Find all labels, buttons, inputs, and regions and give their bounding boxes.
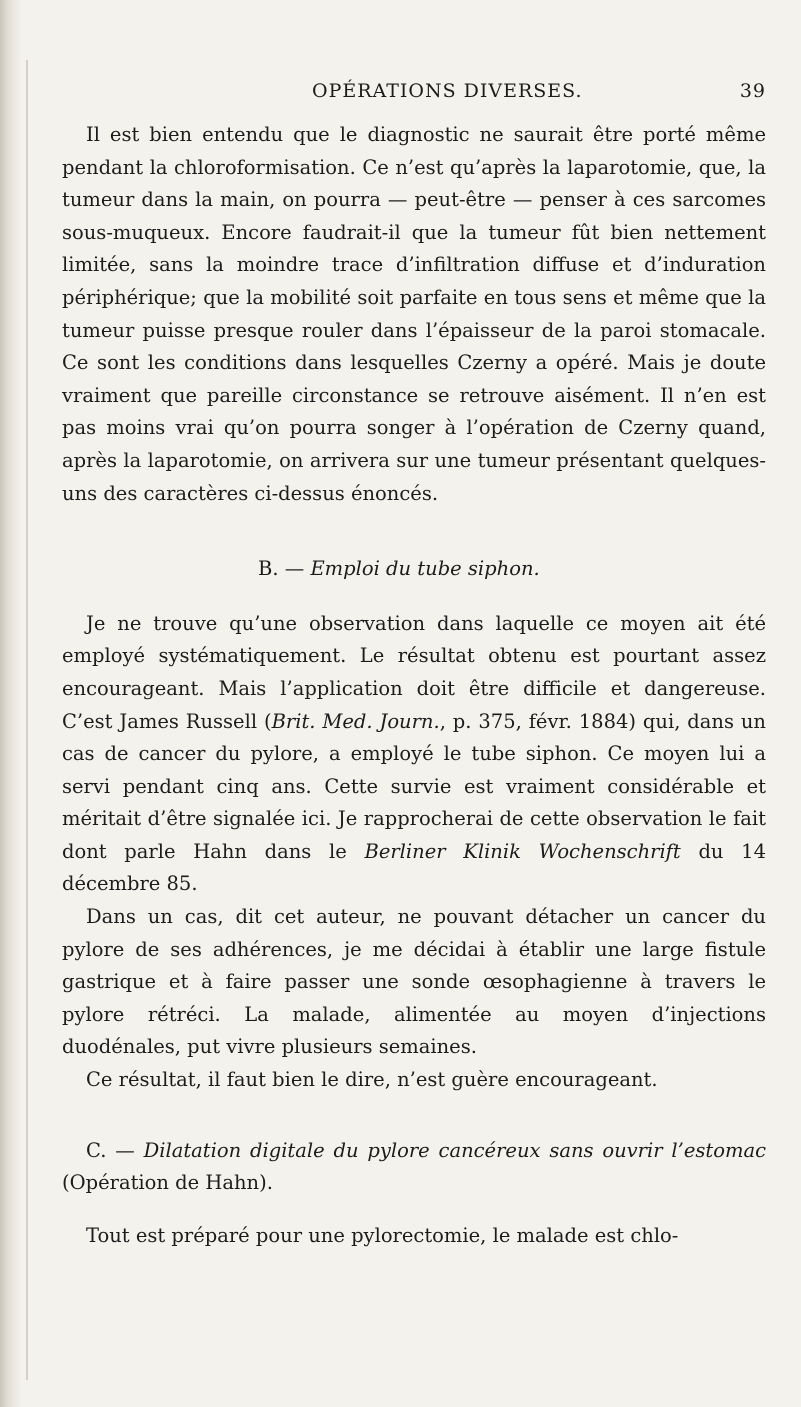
section-b-label: B. —: [258, 557, 311, 581]
section-c-suffix: (Opération de Hahn).: [62, 1171, 273, 1195]
paragraph-hahn-case: Dans un cas, dit cet auteur, ne pouvant détacher un cancer du pylore de ses adhérences, je me décidai à établir une large fistule gastrique et à faire passer une sonde œsophagienne à travers le pylore rétréci. La malade, alimentée au moyen d’injections duodénales, put vivre plusieurs semaines.: [62, 905, 766, 1059]
running-header: [62, 80, 766, 110]
paragraph-conclusion: Ce résultat, il faut bien le dire, n’est guère encourageant.: [86, 1068, 658, 1092]
paragraph-observation-text-2: , p. 375, févr. 1884) qui, dans un cas de cancer du pylore, a employé le tube siphon. Ce moyen lui a servi pendant cinq ans. Cette survie est vraiment considérable et méritait d’être signalée ici. Je rapprocherai de cette observation le fait dont parle Hahn dans le: [62, 709, 766, 863]
paragraph-diagnostic: Il est bien entendu que le diagnostic ne saurait être porté même pendant la chloroformisation. Ce n’est qu’après la laparotomie, que, la tumeur dans la main, on pourra — peut-être — penser à ces sarcomes sous-muqueux. Encore faudrait-il que la tumeur fût bien nettement limitée, sans la moindre trace d’infiltration diffuse et d’induration périphérique; que la mobilité soit parfaite en tous sens et même que la tumeur puisse presque rouler dans l’épaisseur de la paroi stomacale. Ce sont les conditions dans lesquelles Czerny a opéré. Mais je doute vraiment que pareille circonstance se retrouve aisément. Il n’en est pas moins vrai qu’on pourra songer à l’opération de Czerny quand, après la laparotomie, on arrivera sur une tumeur présentant quelques-uns des caractères ci-dessus énoncés.: [62, 123, 766, 505]
section-b-title: Emploi du tube siphon.: [310, 557, 540, 581]
reference-berliner-klinik: Berliner Klinik Wochenschrift: [364, 839, 681, 863]
paragraph-observation-text-1: Je ne trouve qu’une observation dans laquelle ce moyen ait été employé systématiquement. Le résultat obtenu est pourtant assez encourageant. Mais l’application doit être difficile et dangereuse. C’est James Russell (: [62, 611, 766, 733]
paragraph-observation-text-3: du 14 décembre 85.: [62, 839, 766, 896]
page-gutter: [0, 0, 22, 1407]
section-heading-b: [62, 553, 766, 586]
section-c-label: C. —: [86, 1138, 144, 1162]
page-body: [62, 119, 766, 1252]
section-c-title: Dilatation digitale du pylore cancéreux sans ouvrir l’estomac: [143, 1138, 766, 1162]
reference-brit-med-journ: Brit. Med. Journ.: [271, 709, 440, 733]
binding-edge: [26, 60, 28, 1380]
paragraph-observation: [62, 608, 766, 901]
running-title: OPÉRATIONS DIVERSES.: [312, 80, 583, 102]
section-heading-c: [62, 1135, 766, 1200]
paragraph-preparation: Tout est préparé pour une pylorectomie, le malade est chlo-: [86, 1223, 679, 1247]
page-number: 39: [739, 80, 766, 102]
